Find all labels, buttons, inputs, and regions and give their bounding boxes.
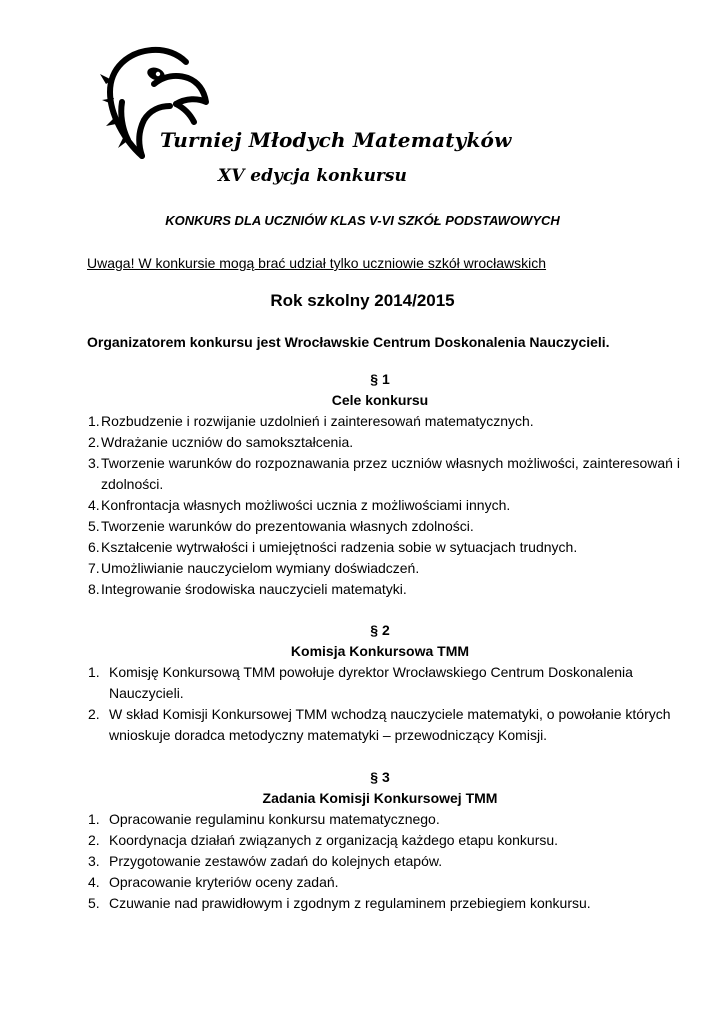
list-number: 4. (88, 874, 100, 890)
goals-list (80, 411, 680, 600)
tasks-list (80, 809, 680, 914)
logo-edition: XV edycja konkursu (218, 166, 407, 186)
list-text: Integrowanie środowiska nauczycieli matematyki. (101, 581, 407, 597)
list-number: 1. (88, 413, 100, 429)
list-item (80, 704, 680, 746)
section-committee (80, 620, 680, 746)
list-item (80, 495, 680, 516)
list-item (80, 558, 680, 579)
list-number: 8. (88, 581, 100, 597)
list-item (80, 662, 680, 704)
list-text: Koordynacja działań związanych z organizacją każdego etapu konkursu. (109, 832, 559, 848)
list-text: Kształcenie wytrwałości i umiejętności radzenia sobie w sytuacjach trudnych. (101, 539, 578, 555)
notice-text: Uwaga! W konkursie mogą brać udział tylko uczniowie szkół wrocławskich (87, 255, 547, 271)
list-item (80, 432, 680, 453)
list-text: Rozbudzenie i rozwijanie uzdolnień i zainteresowań matematycznych. (101, 413, 534, 429)
list-text: W skład Komisji Konkursowej TMM wchodzą nauczyciele matematyki, o powołanie których wnioskuje doradca metodyczny matematyki – przewodniczący Komisji. (109, 706, 671, 743)
section-symbol: § 1 (370, 371, 390, 387)
section-symbol: § 2 (370, 622, 390, 638)
list-number: 5. (88, 518, 100, 534)
section-committee-tasks (80, 767, 680, 914)
list-item (80, 872, 680, 893)
list-item (80, 851, 680, 872)
list-text: Przygotowanie zestawów zadań do kolejnych etapów. (109, 853, 443, 869)
list-number: 2. (88, 706, 100, 722)
list-text: Umożliwianie nauczycielom wymiany doświadczeń. (101, 560, 420, 576)
list-item (80, 516, 680, 537)
list-number: 2. (88, 434, 100, 450)
list-text: Wdrażanie uczniów do samokształcenia. (101, 434, 354, 450)
section-goals (80, 369, 680, 600)
list-text: Opracowanie kryteriów oceny zadań. (109, 874, 339, 890)
list-item (80, 893, 680, 914)
committee-list (80, 662, 680, 746)
list-number: 5. (88, 895, 100, 911)
section-title: Cele konkursu (331, 392, 429, 408)
list-number: 1. (88, 664, 100, 680)
list-text: Tworzenie warunków do prezentowania własnych zdolności. (101, 518, 474, 534)
list-number: 3. (88, 853, 100, 869)
list-item (80, 453, 680, 495)
section-title: Zadania Komisji Konkursowej TMM (262, 790, 498, 806)
list-item (80, 579, 680, 600)
list-item (80, 537, 680, 558)
list-number: 4. (88, 497, 100, 513)
list-number: 1. (88, 811, 100, 827)
list-text: Konfrontacja własnych możliwości ucznia z możliwościami innych. (101, 497, 511, 513)
section-symbol: § 3 (370, 769, 390, 785)
competition-subtitle: KONKURS DLA UCZNIÓW KLAS V-VI SZKÓŁ PODSTAWOWYCH (165, 213, 560, 228)
list-text: Tworzenie warunków do rozpoznawania przez uczniów własnych możliwości, zainteresowań i zdolności. (101, 455, 680, 492)
list-number: 6. (88, 539, 100, 555)
list-item (80, 411, 680, 432)
list-text: Opracowanie regulaminu konkursu matematycznego. (109, 811, 440, 827)
list-item (80, 809, 680, 830)
list-number: 7. (88, 560, 100, 576)
list-text: Komisję Konkursową TMM powołuje dyrektor Wrocławskiego Centrum Doskonalenia Nauczycieli. (109, 664, 633, 701)
list-number: 3. (88, 455, 100, 471)
list-text: Czuwanie nad prawidłowym i zgodnym z regulaminem przebiegiem konkursu. (109, 895, 591, 911)
list-number: 2. (88, 832, 100, 848)
school-year-heading: Rok szkolny 2014/2015 (270, 291, 455, 310)
logo-title: Turniej Młodych Matematyków (160, 128, 512, 152)
organizer-text: Organizatorem konkursu jest Wrocławskie Centrum Doskonalenia Nauczycieli. (87, 334, 610, 350)
section-title: Komisja Konkursowa TMM (290, 643, 470, 659)
list-item (80, 830, 680, 851)
